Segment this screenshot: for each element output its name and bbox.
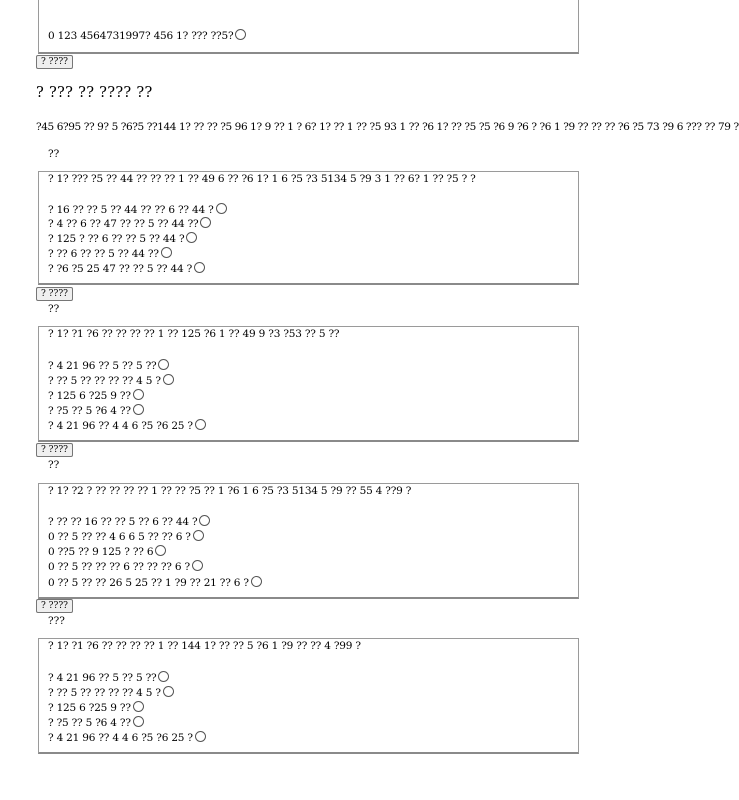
answer-option[interactable] (48, 576, 262, 590)
question-prompt: ? 1? ?1 ?6 ?? ?? ?? ?? 1 ?? 144 1? ?? ?? 5 ?6 1 ?9 ?? ?? 4 ?99 ? (48, 640, 361, 652)
answer-option[interactable] (48, 262, 205, 276)
question-prompt: ? 1? ??? ?5 ?? 44 ?? ?? ?? 1 ?? 49 6 ?? ?6 1? 1 6 ?5 ?3 5134 5 ?9 3 1 ?? 6? 1 ?? ?5 ? ? (48, 173, 476, 185)
check-button[interactable]: ? ???? (36, 287, 73, 301)
answer-option[interactable] (48, 203, 227, 217)
answer-option-label: ? 16 ?? ?? 5 ?? 44 ?? ?? 6 ?? 44 ? (48, 204, 214, 216)
question-number: ??? (48, 615, 65, 627)
answer-option[interactable] (48, 686, 174, 700)
question-box-2 (38, 326, 579, 442)
answer-option-label: ? ?5 ?? 5 ?6 4 ?? (48, 717, 131, 729)
answer-option-label: 0 ?? 5 ?? ?? 26 5 25 ?? 1 ?9 ?? 21 ?? 6 ? (48, 577, 249, 589)
answer-option-label: ? 125 6 ?25 9 ?? (48, 702, 131, 714)
radio-button[interactable] (133, 389, 144, 400)
radio-button[interactable] (133, 404, 144, 415)
answer-option-label: ? 4 ?? 6 ?? 47 ?? ?? 5 ?? 44 ?? (48, 218, 199, 230)
check-button-top[interactable]: ? ???? (36, 55, 73, 69)
answer-option[interactable] (48, 716, 144, 730)
radio-button[interactable] (163, 374, 174, 385)
question-box-3 (38, 483, 579, 599)
answer-option-label: ? ?? 5 ?? ?? ?? ?? 4 5 ? (48, 687, 161, 699)
answer-option-label: ? ?6 ?5 25 47 ?? ?? 5 ?? 44 ? (48, 263, 192, 275)
radio-button[interactable] (186, 232, 197, 243)
radio-button[interactable] (251, 576, 262, 587)
radio-button[interactable] (158, 671, 169, 682)
answer-option-label: ? 4 21 96 ?? 4 4 6 ?5 ?6 25 ? (48, 732, 193, 744)
radio-button[interactable] (155, 545, 166, 556)
radio-button[interactable] (195, 731, 206, 742)
radio-button[interactable] (193, 530, 204, 541)
answer-option-label: 0 ??5 ?? 9 125 ? ?? 6 (48, 546, 154, 558)
answer-option-label: ? 4 21 96 ?? 5 ?? 5 ?? (48, 672, 157, 684)
radio-button[interactable] (200, 217, 211, 228)
radio-button[interactable] (199, 515, 210, 526)
question-number: ?? (48, 303, 60, 315)
radio-button[interactable] (216, 203, 227, 214)
answer-option[interactable] (48, 232, 197, 246)
check-button[interactable]: ? ???? (36, 443, 73, 457)
question-box-4 (38, 638, 579, 754)
radio-button[interactable] (133, 701, 144, 712)
radio-button[interactable] (163, 686, 174, 697)
question-number: ?? (48, 148, 60, 160)
answer-option[interactable] (48, 374, 174, 388)
answer-option-label: ? 125 ? ?? 6 ?? ?? 5 ?? 44 ? (48, 233, 185, 245)
radio-button[interactable] (192, 560, 203, 571)
radio-button[interactable] (194, 262, 205, 273)
top-option-label: 0 123 4564731997? 456 1? ??? ??5? (48, 30, 234, 42)
answer-option-label: 0 ?? 5 ?? ?? 4 6 6 5 ?? ?? 6 ? (48, 531, 191, 543)
answer-option-label: ? ?? 5 ?? ?? ?? ?? 4 5 ? (48, 375, 161, 387)
section-heading: ? ??? ?? ???? ?? (36, 85, 153, 101)
answer-option[interactable] (48, 515, 210, 529)
question-number: ?? (48, 459, 60, 471)
answer-option[interactable] (48, 419, 206, 433)
answer-option-label: ? 4 21 96 ?? 4 4 6 ?5 ?6 25 ? (48, 420, 193, 432)
answer-option-label: ? 125 6 ?25 9 ?? (48, 390, 131, 402)
question-prompt: ? 1? ?2 ? ?? ?? ?? ?? 1 ?? ?? ?5 ?? 1 ?6 1 6 ?5 ?3 5134 5 ?9 ?? 55 4 ??9 ? (48, 485, 412, 497)
answer-option[interactable] (48, 671, 169, 685)
answer-option[interactable] (48, 731, 206, 745)
top-answer-box (38, 0, 579, 54)
question-box-1 (38, 171, 579, 285)
answer-option-label: ? ?? 6 ?? ?? 5 ?? 44 ?? (48, 248, 159, 260)
answer-option-label: 0 ?? 5 ?? ?? ?? 6 ?? ?? ?? 6 ? (48, 561, 190, 573)
answer-option[interactable] (48, 701, 144, 715)
answer-option[interactable] (48, 560, 203, 574)
question-prompt: ? 1? ?1 ?6 ?? ?? ?? ?? 1 ?? 125 ?6 1 ?? 49 9 ?3 ?53 ?? 5 ?? (48, 328, 340, 340)
answer-option[interactable] (48, 404, 144, 418)
answer-option-label: ? ?5 ?? 5 ?6 4 ?? (48, 405, 131, 417)
answer-option[interactable] (48, 389, 144, 403)
radio-button[interactable] (161, 247, 172, 258)
radio-button[interactable] (133, 716, 144, 727)
section-intro: ?45 6?95 ?? 9? 5 ?6?5 ??144 1? ?? ?? ?5 96 1? 9 ?? 1 ? 6? 1? ?? 1 ?? ?5 93 1 ?? ?6 1? ?? ?5 ?5 ?6 9 ?6 ? ?6 1 ?9 ?? ?? ?? ?6 ?5 73 ?9 6 ??? ?? 79 ? (36, 121, 739, 133)
radio-button[interactable] (235, 29, 246, 40)
answer-option[interactable] (48, 530, 204, 544)
answer-option[interactable] (48, 247, 172, 261)
answer-option-label: ? 4 21 96 ?? 5 ?? 5 ?? (48, 360, 157, 372)
answer-option-label: ? ?? ?? 16 ?? ?? 5 ?? 6 ?? 44 ? (48, 516, 198, 528)
answer-option[interactable] (48, 217, 211, 231)
check-button[interactable]: ? ???? (36, 599, 73, 613)
answer-option[interactable] (48, 359, 169, 373)
radio-button[interactable] (158, 359, 169, 370)
top-option[interactable] (48, 29, 246, 43)
radio-button[interactable] (195, 419, 206, 430)
answer-option[interactable] (48, 545, 166, 559)
